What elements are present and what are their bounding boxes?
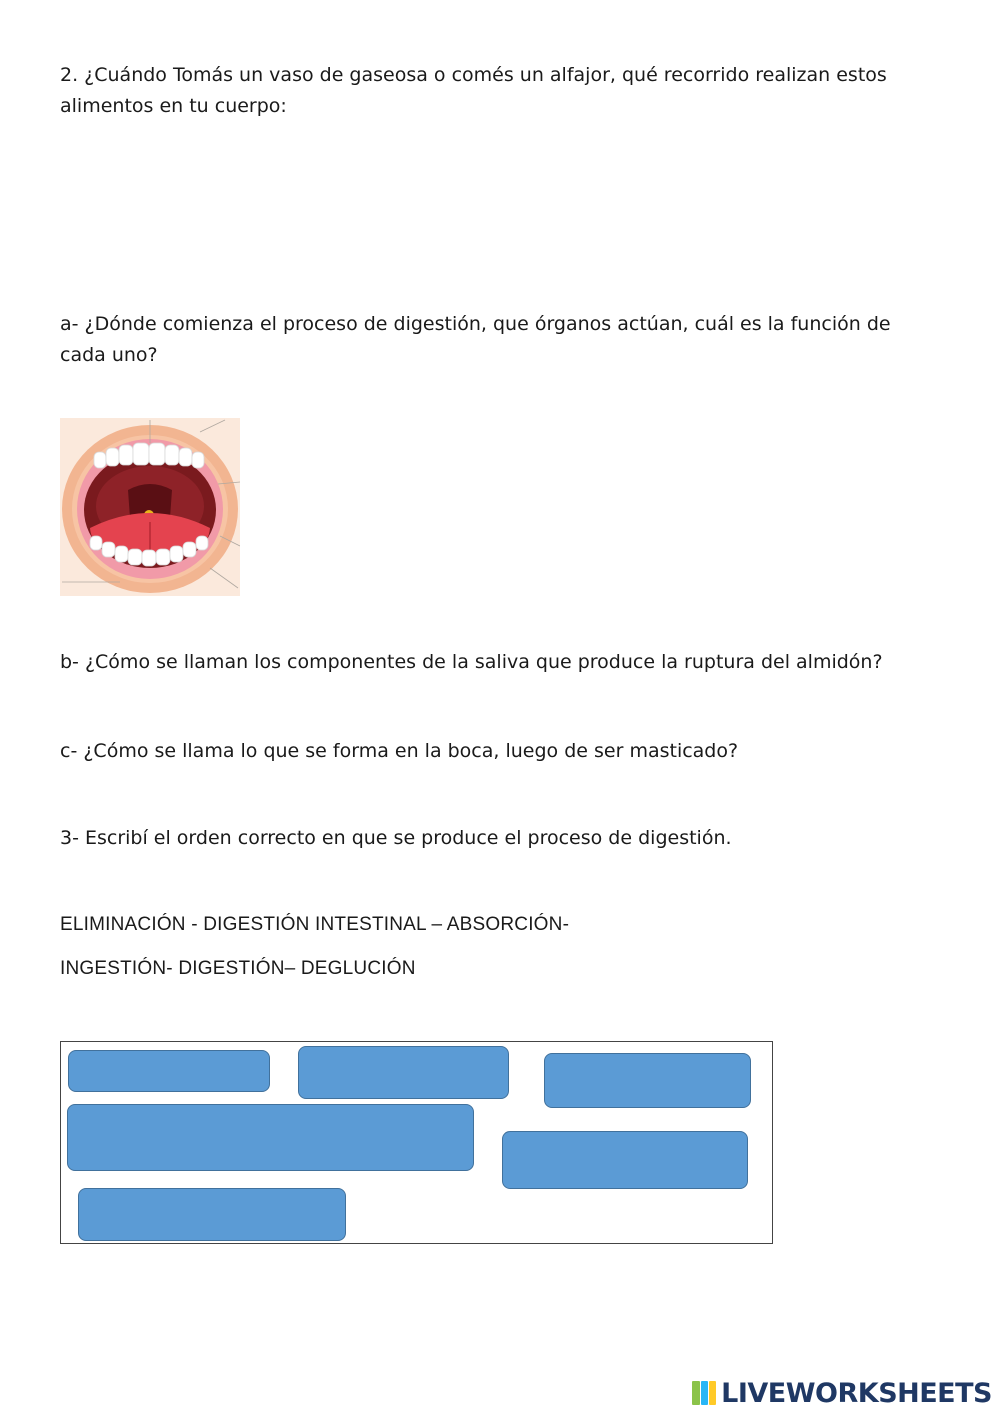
question-c: c- ¿Cómo se llama lo que se forma en la boca, luego de ser masticado?: [60, 740, 739, 762]
answer-slot-2[interactable]: [298, 1046, 509, 1099]
mouth-diagram: [60, 418, 240, 596]
brand-name: LIVEWORKSHEETS: [721, 1377, 992, 1409]
question-3: 3- Escribí el orden correcto en que se produce el proceso de digestión.: [60, 827, 732, 849]
answer-slot-1[interactable]: [68, 1050, 270, 1092]
logo-mark-icon: [691, 1380, 717, 1406]
word-bank-line-1: ELIMINACIÓN - DIGESTIÓN INTESTINAL – ABSORCIÓN-: [60, 914, 570, 935]
answer-slot-4[interactable]: [67, 1104, 474, 1171]
liveworksheets-logo: [691, 1378, 992, 1408]
question-b: b- ¿Cómo se llaman los componentes de la saliva que produce la ruptura del almidón?: [60, 651, 883, 673]
question-2: 2. ¿Cuándo Tomás un vaso de gaseosa o comés un alfajor, qué recorrido realizan estos alimentos en tu cuerpo:: [60, 64, 887, 117]
word-bank-line-2: INGESTIÓN- DIGESTIÓN– DEGLUCIÓN: [60, 958, 416, 979]
answer-slot-6[interactable]: [78, 1188, 346, 1241]
answer-slot-5[interactable]: [502, 1131, 748, 1189]
question-a: a- ¿Dónde comienza el proceso de digestión, que órganos actúan, cuál es la función de cada uno?: [60, 313, 891, 366]
answer-area: [60, 1041, 773, 1244]
answer-slot-3[interactable]: [544, 1053, 751, 1108]
